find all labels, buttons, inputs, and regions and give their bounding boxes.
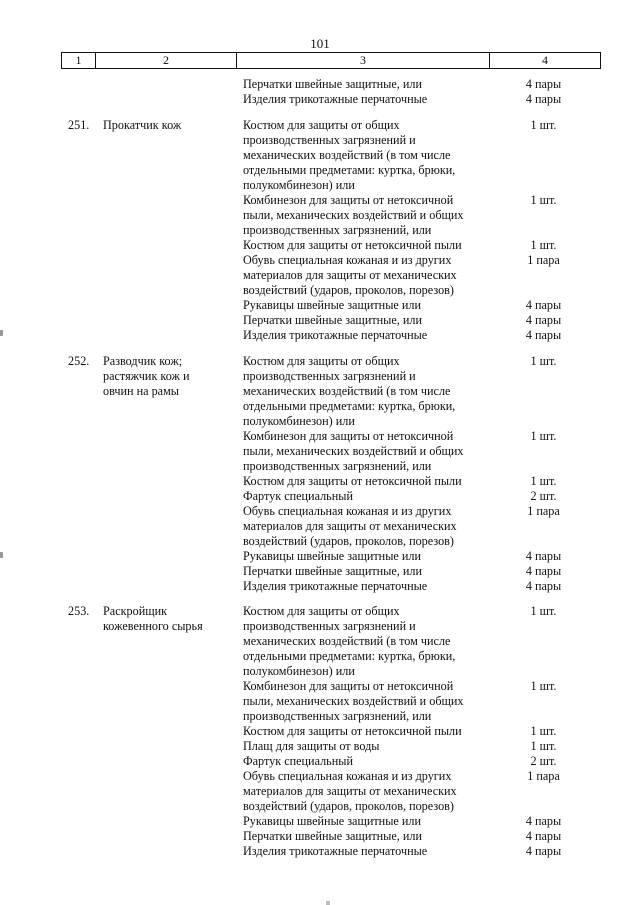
equipment-item: Перчатки швейные защитные, или (243, 77, 423, 91)
scan-artifact (326, 901, 330, 905)
equipment-item: воздействий (ударов, проколов, порезов) (243, 283, 454, 297)
quantity: 4 пары (525, 92, 562, 106)
equipment-item: Костюм для защиты от нетоксичной пыли (243, 474, 462, 488)
quantity: 4 пары (525, 298, 562, 312)
equipment-item: производственных загрязнений и (243, 133, 416, 147)
equipment-item: производственных загрязнений, или (243, 459, 432, 473)
quantity: 1 пара (527, 504, 560, 518)
equipment-item: отдельными предметами: куртка, брюки, (243, 649, 456, 663)
profession-name: Прокатчик кож (103, 118, 182, 132)
equipment-item: Изделия трикотажные перчаточные (243, 844, 428, 858)
quantity: 4 пары (525, 77, 562, 91)
equipment-item: производственных загрязнений и (243, 619, 416, 633)
scan-margin-mark (0, 552, 3, 558)
quantity: 4 пары (525, 549, 562, 563)
equipment-item: Перчатки швейные защитные, или (243, 564, 423, 578)
equipment-item: полукомбинезон) или (243, 414, 355, 428)
equipment-item: Комбинезон для защиты от нетоксичной (243, 429, 454, 443)
equipment-item: Комбинезон для защиты от нетоксичной (243, 193, 454, 207)
equipment-item: полукомбинезон) или (243, 664, 355, 678)
equipment-item: материалов для защиты от механических (243, 519, 457, 533)
column-header-1: 1 (62, 53, 96, 69)
equipment-item: отдельными предметами: куртка, брюки, (243, 399, 456, 413)
equipment-item: механических воздействий (в том числе (243, 384, 451, 398)
equipment-item: Обувь специальная кожаная и из других (243, 253, 452, 267)
equipment-item: Перчатки швейные защитные, или (243, 829, 423, 843)
column-header-row (61, 52, 601, 69)
quantity: 1 шт. (530, 739, 557, 753)
equipment-item: Изделия трикотажные перчаточные (243, 92, 428, 106)
equipment-item: механических воздействий (в том числе (243, 634, 451, 648)
quantity: 1 шт. (530, 238, 557, 252)
quantity: 4 пары (525, 829, 562, 843)
quantity: 4 пары (525, 564, 562, 578)
entry-number: 252. (68, 354, 90, 368)
equipment-item: Комбинезон для защиты от нетоксичной (243, 679, 454, 693)
equipment-item: пыли, механических воздействий и общих (243, 444, 464, 458)
quantity: 4 пары (525, 328, 562, 342)
equipment-item: Изделия трикотажные перчаточные (243, 328, 428, 342)
profession-name: растяжчик кож и (103, 369, 190, 383)
equipment-item: Костюм для защиты от нетоксичной пыли (243, 724, 462, 738)
quantity: 2 шт. (530, 754, 557, 768)
equipment-item: полукомбинезон) или (243, 178, 355, 192)
quantity: 1 шт. (530, 604, 557, 618)
equipment-item: Рукавицы швейные защитные или (243, 298, 421, 312)
equipment-item: Костюм для защиты от общих (243, 118, 400, 132)
quantity: 1 пара (527, 253, 560, 267)
equipment-item: производственных загрязнений, или (243, 223, 432, 237)
quantity: 2 шт. (530, 489, 557, 503)
quantity: 1 шт. (530, 429, 557, 443)
profession-name: Разводчик кож; (103, 354, 183, 368)
quantity: 1 шт. (530, 193, 557, 207)
equipment-item: Перчатки швейные защитные, или (243, 313, 423, 327)
equipment-item: Обувь специальная кожаная и из других (243, 769, 452, 783)
equipment-item: Рукавицы швейные защитные или (243, 549, 421, 563)
equipment-item: Фартук специальный (243, 489, 353, 503)
equipment-item: механических воздействий (в том числе (243, 148, 451, 162)
quantity: 4 пары (525, 579, 562, 593)
quantity: 1 шт. (530, 118, 557, 132)
column-header-3: 3 (237, 53, 490, 69)
equipment-item: материалов для защиты от механических (243, 268, 457, 282)
quantity: 1 шт. (530, 679, 557, 693)
column-header-2: 2 (96, 53, 237, 69)
equipment-item: Обувь специальная кожаная и из других (243, 504, 452, 518)
profession-name: Раскройщик (103, 604, 168, 618)
profession-name: овчин на рамы (103, 384, 179, 398)
quantity: 1 пара (527, 769, 560, 783)
equipment-item: пыли, механических воздействий и общих (243, 208, 464, 222)
scan-margin-mark (0, 330, 3, 336)
equipment-item: Костюм для защиты от общих (243, 354, 400, 368)
page-number: 101 (310, 36, 330, 51)
quantity: 1 шт. (530, 724, 557, 738)
quantity: 4 пары (525, 814, 562, 828)
entry-number: 251. (68, 118, 90, 132)
quantity: 4 пары (525, 844, 562, 858)
equipment-item: Рукавицы швейные защитные или (243, 814, 421, 828)
equipment-item: воздействий (ударов, проколов, порезов) (243, 534, 454, 548)
equipment-item: Изделия трикотажные перчаточные (243, 579, 428, 593)
equipment-item: пыли, механических воздействий и общих (243, 694, 464, 708)
entry-number: 253. (68, 604, 90, 618)
equipment-item: Костюм для защиты от общих (243, 604, 400, 618)
equipment-item: отдельными предметами: куртка, брюки, (243, 163, 456, 177)
column-header-4: 4 (490, 53, 601, 69)
equipment-item: производственных загрязнений, или (243, 709, 432, 723)
profession-name: кожевенного сырья (103, 619, 203, 633)
equipment-item: материалов для защиты от механических (243, 784, 457, 798)
equipment-item: Костюм для защиты от нетоксичной пыли (243, 238, 462, 252)
quantity: 1 шт. (530, 474, 557, 488)
equipment-item: производственных загрязнений и (243, 369, 416, 383)
quantity: 1 шт. (530, 354, 557, 368)
equipment-item: Фартук специальный (243, 754, 353, 768)
equipment-item: воздействий (ударов, проколов, порезов) (243, 799, 454, 813)
quantity: 4 пары (525, 313, 562, 327)
equipment-item: Плащ для защиты от воды (243, 739, 380, 753)
